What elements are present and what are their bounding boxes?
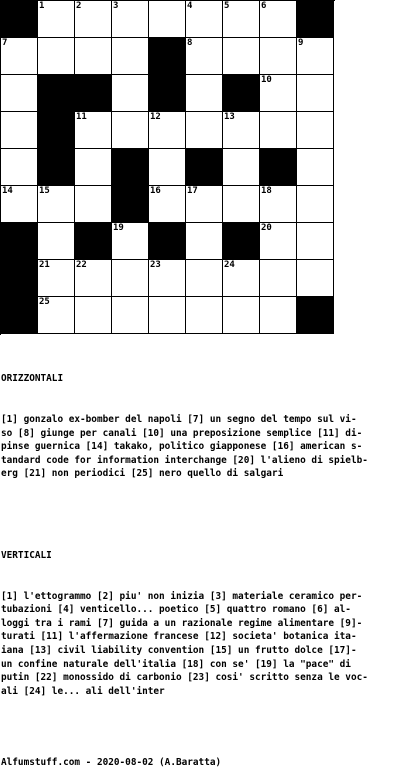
grid-cell-black bbox=[38, 75, 75, 112]
grid-cell-black bbox=[149, 223, 186, 260]
grid-cell-black bbox=[149, 75, 186, 112]
grid-cell[interactable] bbox=[112, 1, 149, 38]
grid-cell[interactable] bbox=[260, 112, 297, 149]
cell-number: 16 bbox=[150, 186, 161, 196]
grid-cell-black bbox=[1, 1, 38, 38]
grid-cell[interactable] bbox=[260, 260, 297, 297]
grid-cell[interactable] bbox=[75, 297, 112, 334]
grid-cell[interactable] bbox=[75, 186, 112, 223]
cell-number: 8 bbox=[187, 38, 193, 48]
grid-cell[interactable] bbox=[149, 112, 186, 149]
grid-cell[interactable] bbox=[186, 38, 223, 75]
grid-cell[interactable] bbox=[223, 260, 260, 297]
grid-cell[interactable] bbox=[297, 75, 334, 112]
grid-cell[interactable] bbox=[38, 38, 75, 75]
grid-cell-black bbox=[223, 75, 260, 112]
grid-cell-black bbox=[260, 149, 297, 186]
cell-number: 2 bbox=[76, 1, 82, 11]
grid-cell[interactable] bbox=[260, 297, 297, 334]
grid-cell-black bbox=[149, 38, 186, 75]
grid-cell[interactable] bbox=[186, 260, 223, 297]
cell-number: 20 bbox=[261, 223, 272, 233]
grid-cell-black bbox=[38, 149, 75, 186]
grid-cell[interactable] bbox=[38, 297, 75, 334]
cell-number: 14 bbox=[2, 186, 13, 196]
grid-cell-black bbox=[1, 223, 38, 260]
grid-cell-black bbox=[186, 149, 223, 186]
grid-cell[interactable] bbox=[186, 186, 223, 223]
grid-cell[interactable] bbox=[260, 75, 297, 112]
grid-cell[interactable] bbox=[149, 186, 186, 223]
down-title: VERTICALI bbox=[1, 549, 52, 561]
grid-cell[interactable] bbox=[1, 149, 38, 186]
cell-number: 17 bbox=[187, 186, 198, 196]
grid-cell[interactable] bbox=[38, 1, 75, 38]
grid-cell-black bbox=[1, 260, 38, 297]
grid-cell[interactable] bbox=[112, 38, 149, 75]
grid-cell[interactable] bbox=[1, 112, 38, 149]
grid-cell[interactable] bbox=[1, 75, 38, 112]
grid-cell[interactable] bbox=[186, 112, 223, 149]
grid-cell[interactable] bbox=[75, 1, 112, 38]
grid-cell[interactable] bbox=[186, 223, 223, 260]
grid-cell[interactable] bbox=[112, 75, 149, 112]
grid-cell[interactable] bbox=[112, 297, 149, 334]
cell-number: 23 bbox=[150, 260, 161, 270]
grid-cell[interactable] bbox=[297, 38, 334, 75]
cell-number: 15 bbox=[39, 186, 50, 196]
cell-number: 13 bbox=[224, 112, 235, 122]
grid-cell[interactable] bbox=[75, 149, 112, 186]
cell-number: 22 bbox=[76, 260, 87, 270]
cell-number: 1 bbox=[39, 1, 45, 11]
grid-cell[interactable] bbox=[260, 223, 297, 260]
grid-cell[interactable] bbox=[112, 223, 149, 260]
grid-cell[interactable] bbox=[223, 1, 260, 38]
grid-cell[interactable] bbox=[38, 186, 75, 223]
grid-cell-black bbox=[297, 297, 334, 334]
across-title: ORIZZONTALI bbox=[1, 373, 64, 385]
grid-cell[interactable] bbox=[223, 186, 260, 223]
grid-cell-black bbox=[75, 223, 112, 260]
grid-cell[interactable] bbox=[297, 260, 334, 297]
grid-cell[interactable] bbox=[223, 38, 260, 75]
cell-number: 10 bbox=[261, 75, 272, 85]
grid-cell[interactable] bbox=[75, 112, 112, 149]
footer-credit: Alfumstuff.com - 2020-08-02 (A.Baratta) bbox=[1, 757, 222, 768]
cell-number: 9 bbox=[298, 38, 304, 48]
grid-cell[interactable] bbox=[297, 223, 334, 260]
cell-number: 5 bbox=[224, 1, 230, 11]
cell-number: 6 bbox=[261, 1, 267, 11]
cell-number: 3 bbox=[113, 1, 119, 11]
grid-cell[interactable] bbox=[149, 297, 186, 334]
cell-number: 7 bbox=[2, 38, 8, 48]
cell-number: 19 bbox=[113, 223, 124, 233]
grid-cell[interactable] bbox=[186, 1, 223, 38]
grid-cell-black bbox=[75, 75, 112, 112]
grid-cell[interactable] bbox=[112, 260, 149, 297]
grid-cell[interactable] bbox=[260, 1, 297, 38]
cell-number: 21 bbox=[39, 260, 50, 270]
cell-number: 25 bbox=[39, 297, 50, 307]
grid-cell[interactable] bbox=[149, 1, 186, 38]
grid-cell[interactable] bbox=[75, 260, 112, 297]
grid-cell[interactable] bbox=[297, 149, 334, 186]
grid-cell[interactable] bbox=[75, 38, 112, 75]
grid-cell-black bbox=[223, 223, 260, 260]
down-clues: [1] l'ettogrammo [2] piu' non inizia [3] materiale ceramico per- tubazioni [4] venticello... poetico [5] quattro romano [6] al- loggi tra i rami [7] guida a un razionale regime alimentare [9]- turati [11] l'affermazione francese [12] societa' botanica ita- iana [13] civil liability convention [15] un frutto dolce [17]- un confine naturale dell'italia [18] con se' [19] la "pace" di putin [22] monossido di carbonio [23] cosi' scritto senza le voc- ali [24] le... ali dell'inter bbox=[1, 590, 368, 697]
grid-cell[interactable] bbox=[297, 186, 334, 223]
grid-cell[interactable] bbox=[260, 38, 297, 75]
cell-number: 11 bbox=[76, 112, 87, 122]
grid-cell-black bbox=[38, 112, 75, 149]
across-clues: [1] gonzalo ex-bomber del napoli [7] un segno del tempo sul vi- so [8] giunge per canali [10] una preposizione semplice [11] di- pinse guernica [14] takako, politico giapponese [16] american s- tandard code for information interchange [20] l'alieno di spielb- erg [21] non periodici [25] nero quello di salgari bbox=[1, 413, 368, 480]
grid-cell[interactable] bbox=[38, 223, 75, 260]
grid-cell[interactable] bbox=[186, 75, 223, 112]
grid-cell-black bbox=[297, 1, 334, 38]
grid-cell[interactable] bbox=[1, 38, 38, 75]
grid-cell[interactable] bbox=[223, 297, 260, 334]
cell-number: 12 bbox=[150, 112, 161, 122]
grid-cell[interactable] bbox=[260, 186, 297, 223]
grid-cell[interactable] bbox=[149, 149, 186, 186]
cell-number: 18 bbox=[261, 186, 272, 196]
cell-number: 24 bbox=[224, 260, 235, 270]
crossword-grid bbox=[0, 0, 335, 335]
grid-cell[interactable] bbox=[186, 297, 223, 334]
grid-cell[interactable] bbox=[149, 260, 186, 297]
grid-cell[interactable] bbox=[38, 260, 75, 297]
grid-cell-black bbox=[112, 149, 149, 186]
grid-cell-black bbox=[112, 186, 149, 223]
grid-cell[interactable] bbox=[223, 149, 260, 186]
grid-cell[interactable] bbox=[1, 186, 38, 223]
cell-number: 4 bbox=[187, 1, 193, 11]
clues-section bbox=[1, 345, 397, 712]
grid-cell-black bbox=[1, 297, 38, 334]
grid-cell[interactable] bbox=[297, 112, 334, 149]
grid-cell[interactable] bbox=[112, 112, 149, 149]
grid-cell[interactable] bbox=[223, 112, 260, 149]
